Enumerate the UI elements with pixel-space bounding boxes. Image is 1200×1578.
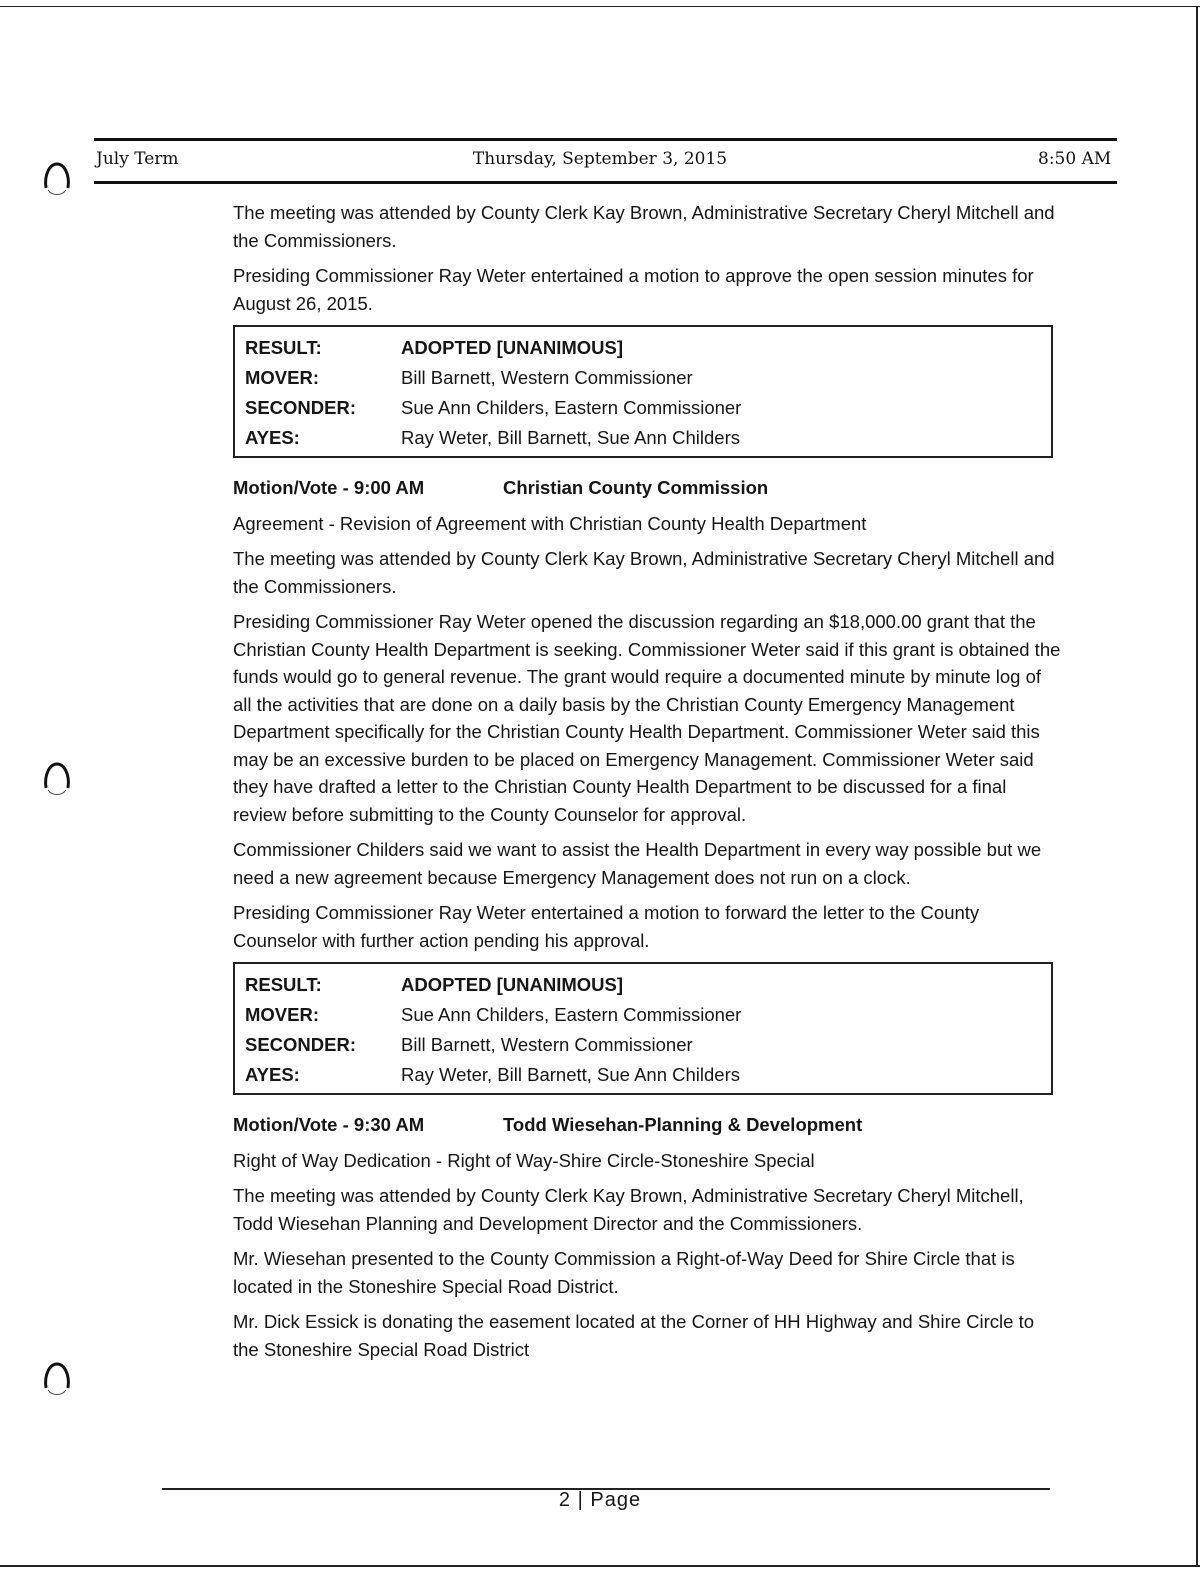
- section-heading-time: Motion/Vote - 9:30 AM: [233, 1114, 425, 1135]
- vote-label: MOVER:: [245, 367, 319, 388]
- vote-row-ayes: [245, 423, 1051, 453]
- header-rule-bottom: [94, 181, 1117, 184]
- vote-row-result: [245, 333, 1051, 363]
- minutes-body: [233, 199, 1063, 1371]
- attendance-paragraph: The meeting was attended by County Clerk Kay Brown, Administrative Secretary Cheryl Mitchell, Todd Wiesehan Planning and Development Director and the Commissioners.: [233, 1185, 1024, 1234]
- vote-row-mover: [245, 1000, 1051, 1030]
- vote-seconder-value: Sue Ann Childers, Eastern Commissioner: [401, 397, 742, 418]
- section-subheading: Agreement - Revision of Agreement with Christian County Health Department: [233, 512, 867, 534]
- discussion-paragraph: Presiding Commissioner Ray Weter opened the discussion regarding an $18,000.00 grant that the Christian County Health Department is seeking. Commissioner Weter said if this grant is obtained the funds would go to general revenue. The grant would require a documented minute by minute log of all the activities that are done on a daily basis by the Christian County Emergency Management Department specifically for the Christian County Health Department. Commissioner Weter said this may be an excessive burden to be placed on Emergency Management. Commissioner Weter said they have drafted a letter to the Christian County Health Department to be discussed for a final review before submitting to the County Counselor for approval.: [233, 611, 1061, 825]
- section-gap: [233, 1095, 1063, 1111]
- vote-label: SECONDER:: [245, 397, 357, 418]
- motion-paragraph: Presiding Commissioner Ray Weter entertained a motion to approve the open session minutes for August 26, 2015.: [233, 265, 1034, 314]
- vote-result-box: [233, 962, 1053, 1095]
- vote-row-seconder: [245, 1030, 1051, 1060]
- discussion-paragraph: Mr. Dick Essick is donating the easement located at the Corner of HH Highway and Shire Circle to the Stoneshire Special Road District: [233, 1311, 1035, 1360]
- vote-label: RESULT:: [245, 974, 322, 995]
- discussion-paragraph: Mr. Wiesehan presented to the County Commission a Right-of-Way Deed for Shire Circle that is located in the Stoneshire Special Road District.: [233, 1248, 1015, 1297]
- vote-mover-value: Sue Ann Childers, Eastern Commissioner: [401, 1004, 742, 1025]
- section-subheading: Right of Way Dedication - Right of Way-Shire Circle-Stoneshire Special: [233, 1149, 815, 1171]
- vote-row-result: [245, 970, 1051, 1000]
- attendance-paragraph: The meeting was attended by County Clerk Kay Brown, Administrative Secretary Cheryl Mitchell and the Commissioners.: [233, 202, 1055, 251]
- section-heading: [233, 474, 1063, 502]
- scan-border-right: [1196, 6, 1198, 1567]
- header-rule-top: [94, 138, 1117, 141]
- page-number: 2 | Page: [558, 1489, 642, 1511]
- vote-ayes-value: Ray Weter, Bill Barnett, Sue Ann Childers: [401, 1064, 740, 1085]
- header-date: Thursday, September 3, 2015: [472, 149, 728, 169]
- section-heading-title: Todd Wiesehan-Planning & Development: [503, 1114, 863, 1135]
- vote-label: AYES:: [245, 427, 300, 448]
- vote-result-value: ADOPTED [UNANIMOUS]: [401, 974, 623, 995]
- vote-result-value: ADOPTED [UNANIMOUS]: [401, 337, 623, 358]
- vote-ayes-value: Ray Weter, Bill Barnett, Sue Ann Childers: [401, 427, 740, 448]
- vote-seconder-value: Bill Barnett, Western Commissioner: [401, 1034, 693, 1055]
- punch-hole-icon: [42, 760, 72, 800]
- section-heading-title: Christian County Commission: [503, 477, 769, 498]
- vote-label: AYES:: [245, 1064, 300, 1085]
- scan-border-bottom: [0, 1565, 1200, 1567]
- header-time: 8:50 AM: [1038, 149, 1112, 169]
- vote-row-ayes: [245, 1060, 1051, 1090]
- vote-result-box: [233, 325, 1053, 458]
- discussion-paragraph: Commissioner Childers said we want to assist the Health Department in every way possible but we need a new agreement because Emergency Management does not run on a clock.: [233, 839, 1042, 888]
- motion-paragraph: Presiding Commissioner Ray Weter entertained a motion to forward the letter to the County Counselor with further action pending his approval.: [233, 902, 980, 951]
- vote-row-mover: [245, 363, 1051, 393]
- attendance-paragraph: The meeting was attended by County Clerk Kay Brown, Administrative Secretary Cheryl Mitchell and the Commissioners.: [233, 548, 1055, 597]
- vote-label: MOVER:: [245, 1004, 319, 1025]
- header-term: July Term: [96, 149, 179, 169]
- section-gap: [233, 458, 1063, 474]
- punch-hole-icon: [42, 1360, 72, 1400]
- vote-mover-value: Bill Barnett, Western Commissioner: [401, 367, 693, 388]
- vote-label: RESULT:: [245, 337, 322, 358]
- vote-row-seconder: [245, 393, 1051, 423]
- vote-label: SECONDER:: [245, 1034, 357, 1055]
- section-heading-time: Motion/Vote - 9:00 AM: [233, 477, 425, 498]
- section-heading: [233, 1111, 1063, 1139]
- scan-border-top: [0, 6, 1200, 7]
